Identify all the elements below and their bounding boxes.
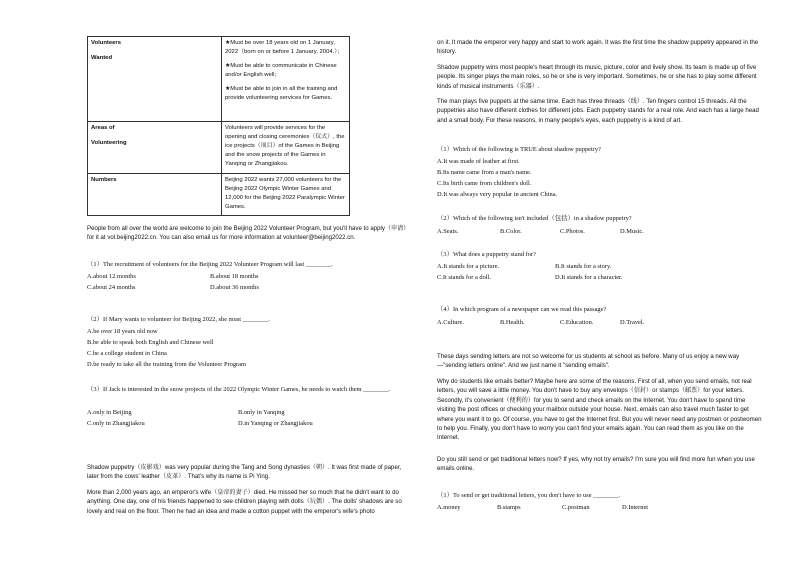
passage-paragraph: Do you still send or get traditional letters now? If yes, why not try emails? I'm sure you will find more fun when you use emails online. [437, 456, 755, 473]
passage-paragraph: The man plays five puppets at the same time. Each has three threads（线）. Ten fingers control 15 threads. All the puppetries also have different clothes for different jobs. Each puppetry stands for a real role. And each has a large head and a small body. For these reasons, in many people's eyes, each puppetry is a kind of art. [437, 98, 759, 124]
answer-option: B.about 18 months [210, 273, 259, 280]
passage-paragraph: Why do students like emails better? Maybe here are some of the reasons. First of all, when you send emails, not real letters, you will save a little money. You don't have to buy any envelops（信封）or stamps（邮票）for your letters. Secondly, it's convenient（便利的）for you to send and check emails on the Internet. You don't have to spend time visiting the post offices or checking your mailbox outside your house. Next, emails can also travel much faster to get where you want it to go. Of course, you have to get the Internet first. But you will never need any postmen or postwomen to help you. Finally, you don't have to worry you can't find your emails again. You can read them as you like on the Internet. [437, 378, 762, 442]
passage-paragraph: on it. It made the emperor very happy and start to work again. It was the first time the shadow puppetry appeared in the history. [437, 39, 759, 56]
answer-option: C.It stands for a doll. [437, 274, 491, 281]
answer-option: D.It stands for a character. [555, 274, 623, 281]
question-stem: （4）In which program of a newspaper can we read this passage? [437, 306, 607, 313]
intro-paragraph: People from all over the world are welcome to join the Beijing 2022 Volunteer Program, but you'll have to apply（申请）for it at vol.beijing2022.cn. You can also email us for more information at volunteer@beijing2022.cn. [87, 225, 410, 242]
answer-option: A.It was made of leather at first. [437, 158, 520, 165]
heading-line: Areas of [91, 125, 115, 131]
answer-option: B.It stands for a story. [555, 263, 612, 270]
answer-option: D.in Yanqing or Zhangjiakou [238, 420, 313, 427]
answer-option: A.Seats. [437, 228, 459, 235]
table-row-content [222, 37, 350, 122]
heading-line: Volunteers [91, 40, 122, 46]
answer-option: A.money [437, 504, 461, 511]
answer-option: D.about 36 months [210, 284, 259, 291]
question-stem: （3）What does a puppetry stand for? [437, 251, 536, 258]
table-row [88, 122, 350, 174]
answer-option: D.It was always very popular in ancient China. [437, 191, 558, 198]
question-stem: （2）Which of the following isn't included（包括）in a shadow puppetry? [437, 215, 632, 222]
table-row-heading [88, 122, 222, 174]
answer-option: C.Its birth came from children's doll. [437, 180, 532, 187]
question-stem: （1）To send or get traditional letters, you don't have to use ________. [437, 492, 621, 499]
passage-paragraph: More than 2,000 years ago, an emperor's wife（皇帝的妻子）died. He missed her so much that he didn't want to do anything. One day, one of his friends happened to see children playing with dolls（玩偶）. The dolls' shadows are so lovely and real on the floor. Then he had an idea and made a cotton puppet with the emperor's wife's photo [87, 489, 402, 515]
content-line: Volunteers will provide services for the opening and closing ceremonies（仪式）, the ice projects（项目）of the Games in Beijing and the snow projects of the Games in Yanqing or Zhangjiakou. [225, 125, 345, 167]
question-stem: （1）Which of the following is TRUE about shadow puppetry? [437, 146, 601, 153]
answer-option: A.It stands for a picture. [437, 263, 500, 270]
heading-line: Numbers [91, 177, 117, 183]
answer-option: C.Education. [560, 319, 594, 326]
answer-option: C.postman [562, 504, 590, 511]
answer-option: A.Culture. [437, 319, 464, 326]
passage-paragraph: Shadow puppetry wins most people's heart through its music, picture, color and lively show. Its team is made up of five people. Its singer plays the main roles, so he or she is very important. Sometimes, he or she has to play some different kinds of musical instruments（乐器）. [437, 64, 757, 90]
answer-option: A.about 12 months [87, 273, 136, 280]
answer-option: B.only in Yanqing [238, 409, 285, 416]
answer-option: A.only in Beijing [87, 409, 132, 416]
table-row [88, 174, 350, 216]
content-line: ★Must be over 18 years old on 1 January, 2022（born on or before 1 January, 2004.）； [225, 40, 344, 55]
answer-option: D.be ready to take all the training from the Volunteer Program [87, 361, 246, 368]
heading-line: Volunteering [91, 139, 127, 146]
answer-option: C.only in Zhangjiakou [87, 420, 145, 427]
content-line: ★Must be able to join in all the training and provide volunteering services for Games. [225, 85, 338, 101]
answer-option: C.about 24 months [87, 284, 136, 291]
content-line: ★Must be able to communicate in Chinese and/or English well; [225, 62, 337, 78]
table-row-content [222, 122, 350, 174]
question-stem: （1）The recruitment of volunteers for the Beijing 2022 Volunteer Program will last ________. [87, 261, 333, 268]
answer-option: C.be a college student in China [87, 350, 167, 357]
table-row [88, 37, 350, 122]
heading-line: Wanted [91, 54, 113, 61]
answer-option: C.Photos. [560, 228, 585, 235]
passage-paragraph: These days sending letters are not so welcome for us students at school as before. Many of us enjoy a new way—"sending letters online". And we just name it "sending emails". [437, 353, 740, 370]
volunteer-info-table [87, 36, 350, 216]
question-stem: （3）If Jack is interested in the snow projects of the 2022 Olympic Winter Games, he needs to watch them ________. [87, 386, 391, 393]
content-line: Beijing 2022 wants 27,000 volunteers for the Beijing 2022 Olympic Winter Games and 12,000 for the Beijing 2022 Paralympic Winter Games. [225, 177, 345, 210]
answer-option: B.Its name came from a man's name. [437, 169, 532, 176]
table-row-content [222, 174, 350, 216]
answer-option: B.Health. [500, 319, 525, 326]
table-row-heading [88, 174, 222, 216]
answer-option: D.Travel. [620, 319, 645, 326]
answer-option: B.be able to speak both English and Chinese well [87, 339, 214, 346]
table-row-heading [88, 37, 222, 122]
answer-option: B.Color. [500, 228, 522, 235]
question-stem: （2）If Mary wants to volunteer for Beijing 2022, she must ________. [87, 316, 270, 323]
answer-option: D.Internet [622, 504, 649, 511]
passage-paragraph: Shadow puppetry（皮影戏）was very popular during the Tang and Song dynasties（朝）. It was first made of paper, later from the cows' leather（皮革）. That's why its name is Pi Ying. [87, 464, 402, 481]
answer-option: D.Music. [620, 228, 644, 235]
answer-option: B.stamps [497, 504, 521, 511]
answer-option: A.be over 18 years old now [87, 328, 158, 335]
